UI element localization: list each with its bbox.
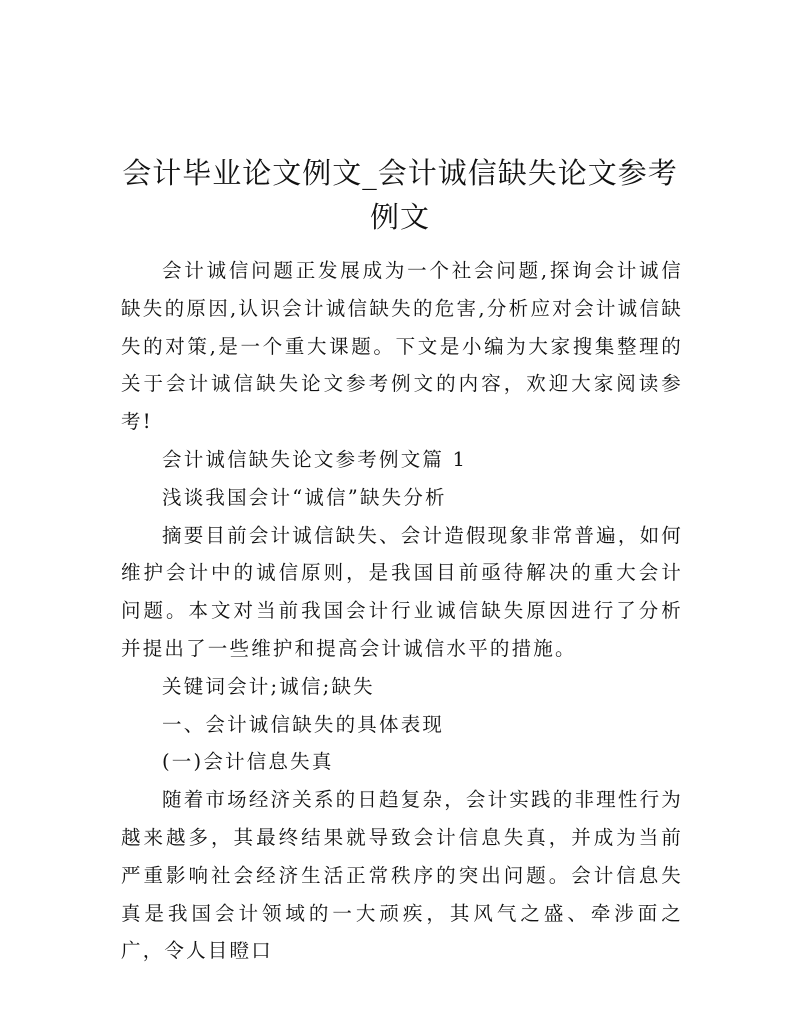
intro-paragraph: 会计诚信问题正发展成为一个社会问题,探询会计诚信缺失的原因,认识会计诚信缺失的危害,分析应对会计诚信缺失的对策,是一个重大课题。下文是小编为大家搜集整理的关于会计诚信缺失论文参考例文的内容，欢迎大家阅读参考! — [121, 259, 683, 434]
subsection-heading: (一)会计信息失真 — [162, 750, 334, 774]
article-heading: 会计诚信缺失论文参考例文篇 1 — [162, 447, 468, 471]
keywords-paragraph: 关键词会计;诚信;缺失 — [162, 674, 375, 698]
abstract-paragraph: 摘要目前会计诚信缺失、会计造假现象非常普遍，如何维护会计中的诚信原则，是我国目前亟待解决的重大会计问题。本文对当前我国会计行业诚信缺失原因进行了分析并提出了一些维护和提高会计诚信水平的措施。 — [121, 523, 683, 660]
document-title: 会计毕业论文例文_会计诚信缺失论文参考例文 — [122, 156, 678, 235]
body-paragraph: 随着市场经济关系的日趋复杂，会计实践的非理性行为越来越多，其最终结果就导致会计信息失真，并成为当前严重影响社会经济生活正常秩序的突出问题。会计信息失真是我国会计领域的一大顽疾，其风气之盛、牵涉面之广，令人目瞪口 — [121, 788, 683, 963]
document-body — [121, 252, 683, 970]
article-subtitle: 浅谈我国会计“诚信”缺失分析 — [162, 485, 447, 509]
section-heading: 一、会计诚信缺失的具体表现 — [162, 712, 445, 736]
